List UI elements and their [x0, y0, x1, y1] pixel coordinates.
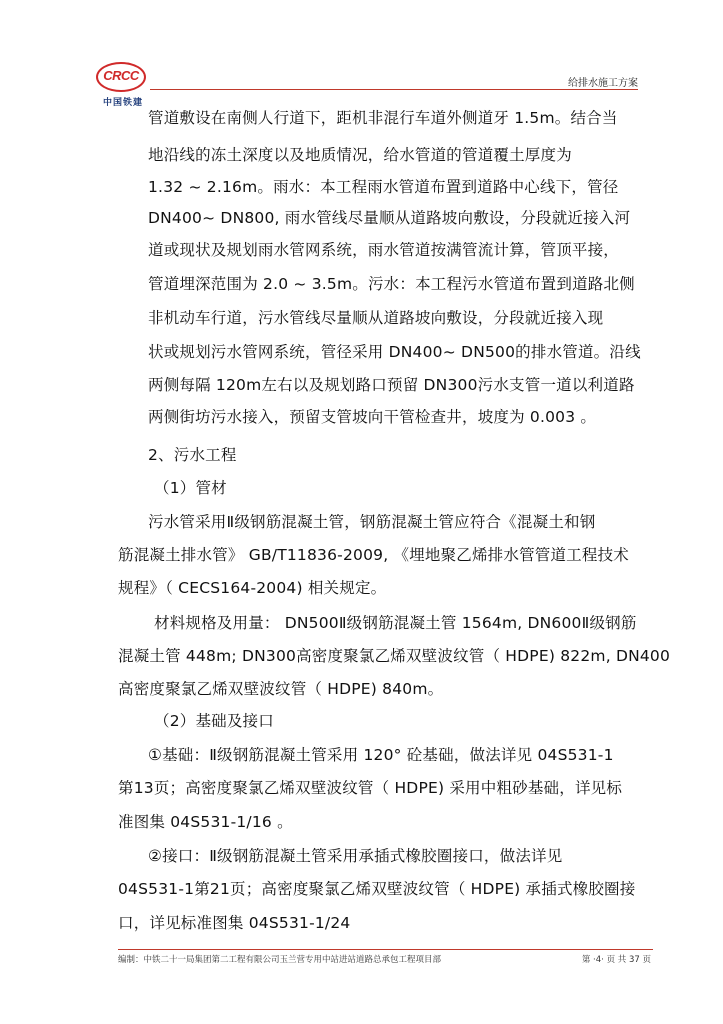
footer-divider [118, 949, 653, 950]
text-line: ②接口：Ⅱ级钢筋混凝土管采用承插式橡胶圈接口，做法详见 [148, 847, 563, 865]
text-line: 混凝土管 448m; DN300高密度聚氯乙烯双壁波纹管（ HDPE) 822m, DN400 [118, 647, 671, 665]
text-line: 04S531-1第21页；高密度聚氯乙烯双壁波纹管（ HDPE) 承插式橡胶圈接 [118, 880, 636, 898]
text-line: 筋混凝土排水管》 GB/T11836-2009, 《埋地聚乙烯排水管管道工程技术 [118, 546, 629, 564]
text-line: 状或规划污水管网系统，管径采用 DN400~ DN500的排水管道。沿线 [148, 343, 641, 361]
company-logo [94, 62, 150, 108]
header-divider [150, 89, 638, 90]
subsection-heading: （1）管材 [154, 479, 227, 497]
text-line: 非机动车行道，污水管线尽量顺从道路坡向敷设，分段就近接入现 [148, 309, 604, 327]
text-line: 规程》（ CECS164-2004) 相关规定。 [118, 579, 387, 597]
text-line: 管道敷设在南侧人行道下，距机非混行车道外侧道牙 1.5m。结合当 [148, 109, 618, 127]
text-line: 道或现状及规划雨水管网系统，雨水管道按满管流计算，管顶平接， [148, 241, 620, 259]
text-line: 1.32 ~ 2.16m。雨水：本工程雨水管道布置到道路中心线下，管径 [148, 178, 619, 196]
text-line: DN400~ DN800, 雨水管线尽量顺从道路坡向敷设，分段就近接入河 [148, 209, 631, 227]
text-line: 管道埋深范围为 2.0 ~ 3.5m。污水：本工程污水管道布置到道路北侧 [148, 275, 635, 293]
text-line: 准图集 04S531-1/16 。 [118, 813, 293, 831]
text-line: 第13页；高密度聚氯乙烯双壁波纹管（ HDPE) 采用中粗砂基础，详见标 [118, 779, 623, 797]
text-line: 两侧每隔 120m左右以及规划路口预留 DN300污水支管一道以利道路 [148, 376, 635, 394]
logo-subtitle: 中国铁建 [102, 98, 143, 108]
page-number: 第 ·4· 页 共 37 页 [581, 955, 651, 965]
text-line: 口，详见标准图集 04S531-1/24 [118, 914, 351, 932]
text-line: 材料规格及用量： DN500Ⅱ级钢筋混凝土管 1564m, DN600Ⅱ级钢筋 [154, 614, 637, 632]
text-line: 两侧街坊污水接入，预留支管坡向干管检查井，坡度为 0.003 。 [148, 408, 597, 426]
text-line: ①基础：Ⅱ级钢筋混凝土管采用 120° 砼基础，做法详见 04S531-1 [148, 746, 614, 764]
subsection-heading: （2）基础及接口 [154, 712, 274, 730]
footer-organization: 编制：中铁二十一局集团第二工程有限公司玉兰营专用中站进站道路总承包工程项目部 [118, 955, 442, 965]
header-title: 给排水施工方案 [568, 78, 638, 89]
text-line: 污水管采用Ⅱ级钢筋混凝土管，钢筋混凝土管应符合《混凝土和钢 [148, 513, 596, 531]
logo-text: CRCC [103, 68, 139, 83]
section-heading: 2、污水工程 [148, 446, 237, 464]
text-line: 高密度聚氯乙烯双壁波纹管（ HDPE) 840m。 [118, 680, 444, 698]
text-line: 地沿线的冻土深度以及地质情况，给水管道的管道覆土厚度为 [148, 146, 572, 164]
